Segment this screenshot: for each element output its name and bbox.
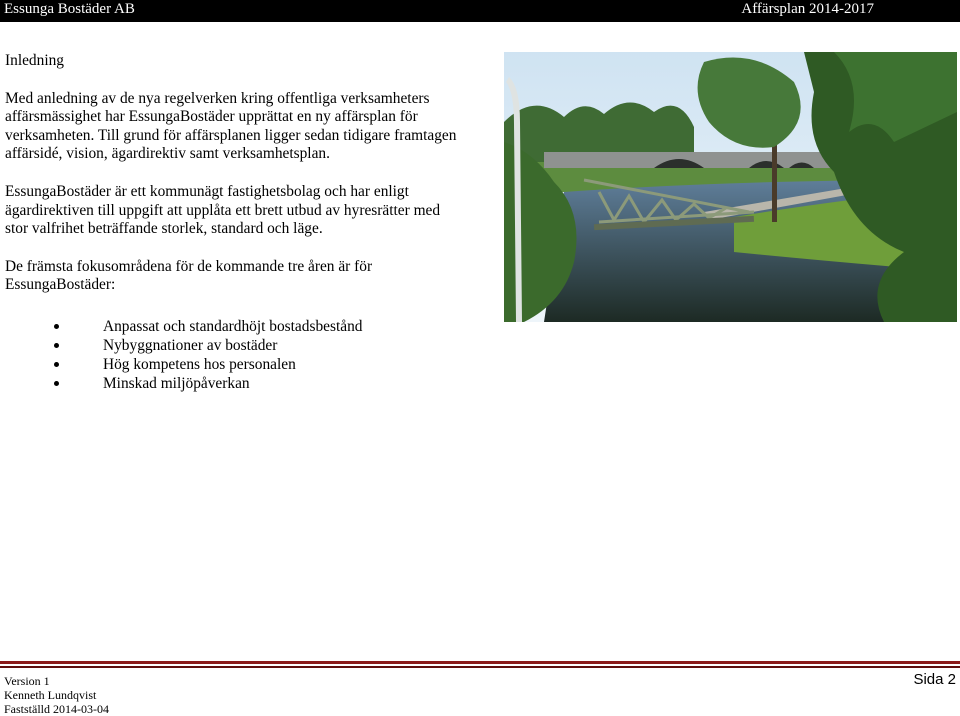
- list-item: Hög kompetens hos personalen: [5, 355, 465, 374]
- section-heading: Inledning: [5, 52, 64, 69]
- list-item: Anpassat och standardhöjt bostadsbestånd: [5, 317, 465, 336]
- page-header: [0, 0, 960, 22]
- plan-title: Affärsplan 2014-2017: [741, 1, 874, 17]
- paragraph-intro: Med anledning av de nya regelverken kring offentliga verksamheters affärsmässighet har EssungaBostäder upprättat en ny affärsplan för verksamheten. Till grund för affärsplanen ligger sedan tidigare framtagen affärsidé, vision, ägardirektiv samt verksamhetsplan.: [5, 89, 457, 163]
- bullet-icon: [54, 343, 59, 348]
- company-name: Essunga Bostäder AB: [4, 1, 135, 17]
- bullet-icon: [54, 381, 59, 386]
- paragraph-company: EssungaBostäder är ett kommunägt fastighetsbolag och har enligt ägardirektiven till uppgift att upplåta ett brett utbud av hyresrätter med stor valfrihet beträffande storlek, standard och läge.: [5, 182, 441, 238]
- focus-list: [5, 317, 465, 393]
- footer-meta: [4, 674, 109, 716]
- footer-rule: [0, 661, 960, 664]
- footer-rule: [0, 666, 960, 668]
- body-text: [5, 52, 465, 393]
- author-text: Kenneth Lundqvist: [4, 688, 97, 702]
- page-number: Sida 2: [913, 671, 956, 688]
- bullet-icon: [54, 362, 59, 367]
- paragraph-focus: De främsta fokusområdena för de kommande tre åren är för EssungaBostäder:: [5, 257, 373, 294]
- established-date: Fastställd 2014-03-04: [4, 702, 109, 716]
- river-bridge-photo: [504, 52, 957, 322]
- version-text: Version 1: [4, 674, 50, 688]
- bullet-icon: [54, 324, 59, 329]
- list-item: Nybyggnationer av bostäder: [5, 336, 465, 355]
- list-item: Minskad miljöpåverkan: [5, 374, 465, 393]
